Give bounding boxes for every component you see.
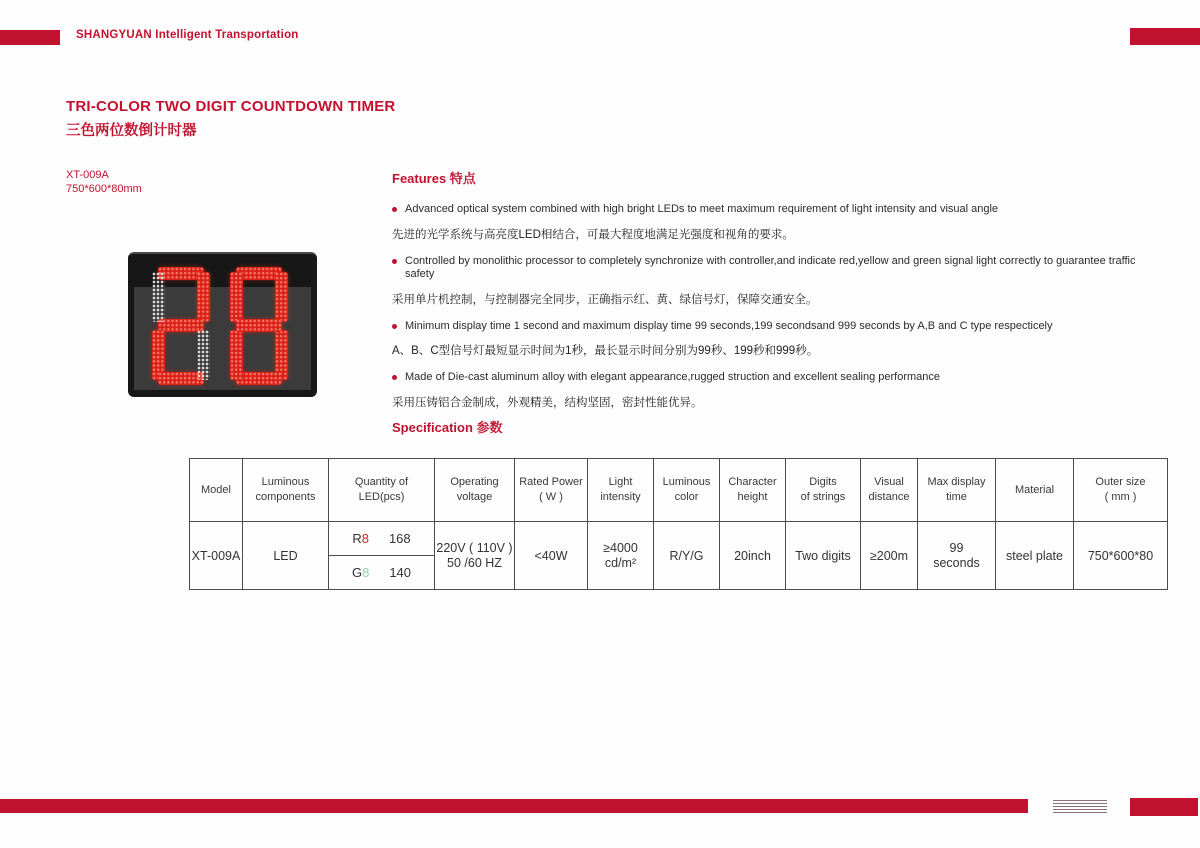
led-segment-f-unlit [152, 272, 165, 322]
feature-text-en: Made of Die-cast aluminum alloy with elegant appearance,rugged struction and excellent sealing performance [405, 371, 941, 383]
product-model-block [66, 168, 142, 196]
cell-light-intensity: ≥4000 cd/m² [588, 522, 654, 590]
cell-led-quantity-red [329, 522, 435, 556]
feature-item [392, 203, 1140, 217]
page-title-en: TRI-COLOR TWO DIGIT COUNTDOWN TIMER [66, 98, 396, 115]
cell-visual-distance: ≥200m [861, 522, 918, 590]
footer-right-accent-bar [1130, 798, 1198, 816]
col-header-rated-power: Rated Power ( W ) [515, 459, 588, 522]
footer-lines-decoration [1053, 800, 1107, 813]
cell-luminous-color: R/Y/G [654, 522, 720, 590]
led-red-qty: 168 [388, 531, 411, 546]
table-header-row [190, 459, 1168, 522]
feature-text-cn: 采用压铸铝合金制成，外观精美，结构坚固，密封性能优异。 [392, 396, 703, 409]
countdown-timer-image [128, 252, 317, 397]
bullet-icon [392, 259, 397, 264]
col-header-outer-size: Outer size ( mm ) [1074, 459, 1168, 522]
cell-max-display-time: 99 seconds [918, 522, 996, 590]
feature-text-cn: A、B、C型信号灯最短显示时间为1秒，最长显示时间分别为99秒、199秒和999秒。 [392, 345, 819, 357]
col-header-light-intensity: Light intensity [588, 459, 654, 522]
col-header-model: Model [190, 459, 243, 522]
bullet-icon [392, 375, 397, 380]
cell-led-quantity-green [329, 556, 435, 590]
led-segment-b-lit [275, 272, 288, 322]
bullet-icon [392, 207, 397, 212]
col-header-luminous-color: Luminous color [654, 459, 720, 522]
specification-heading: Specification 参数 [392, 420, 503, 435]
bullet-icon [392, 324, 397, 329]
col-header-max-display-time: Max display time [918, 459, 996, 522]
table-data-row [190, 522, 1168, 556]
cell-digits-of-strings: Two digits [786, 522, 861, 590]
feature-item [392, 255, 1140, 282]
col-header-led-quantity: Quantity of LED(pcs) [329, 459, 435, 522]
features-heading: Features 特点 [392, 171, 476, 186]
footer-accent-bar [0, 799, 1028, 813]
cell-character-height: 20inch [720, 522, 786, 590]
led-digit-tens [152, 267, 210, 385]
cell-model: XT-009A [190, 522, 243, 590]
col-header-material: Material [996, 459, 1074, 522]
cell-operating-voltage: 220V ( 110V ) 50 /60 HZ [435, 522, 515, 590]
page-title-cn: 三色两位数倒计时器 [66, 123, 197, 139]
led-green-label: G8 [351, 565, 370, 580]
col-header-digits-of-strings: Digits of strings [786, 459, 861, 522]
col-header-luminous-components: Luminous components [243, 459, 329, 522]
col-header-operating-voltage: Operating voltage [435, 459, 515, 522]
header-left-accent-bar [0, 30, 60, 45]
feature-text-en: Minimum display time 1 second and maximum display time 99 seconds,199 secondsand 999 seconds by A,B and C type respecticely [405, 319, 1053, 332]
feature-text-en: Advanced optical system combined with high bright LEDs to meet maximum requirement of light intensity and visual angle [405, 203, 999, 215]
cell-material: steel plate [996, 522, 1074, 590]
led-green-qty: 140 [389, 565, 412, 580]
led-segment-f-lit [230, 272, 243, 322]
feature-item [392, 371, 1140, 385]
feature-item [392, 320, 1140, 334]
specification-table [189, 458, 1168, 590]
brand-name: SHANGYUAN Intelligent Transportation [76, 29, 299, 41]
features-section [392, 168, 1140, 423]
cell-outer-size: 750*600*80 [1074, 522, 1168, 590]
col-header-visual-distance: Visual distance [861, 459, 918, 522]
feature-text-cn: 采用单片机控制，与控制器完全同步，正确指示红、黄、绿信号灯，保障交通安全。 [392, 293, 818, 306]
led-segment-e-lit [230, 330, 243, 380]
feature-text-en: Controlled by monolithic processor to completely synchronize with controller,and indicate red,yellow and green signal light correctly to guarantee traffic safety [405, 254, 1136, 280]
led-red-label: R8 [352, 531, 369, 546]
header-right-accent-bar [1130, 28, 1200, 45]
cell-rated-power: <40W [515, 522, 588, 590]
col-header-character-height: Character height [720, 459, 786, 522]
led-segment-b-lit [197, 272, 210, 322]
product-size: 750*600*80mm [66, 183, 142, 195]
led-segment-g-lit [236, 319, 282, 332]
cell-luminous-components: LED [243, 522, 329, 590]
led-digit-ones [230, 267, 288, 385]
feature-text-cn: 先进的光学系统与高亮度LED相结合，可最大程度地满足光强度和视角的要求。 [392, 228, 794, 241]
led-segment-c-unlit [197, 330, 210, 380]
product-model: XT-009A [66, 169, 109, 181]
